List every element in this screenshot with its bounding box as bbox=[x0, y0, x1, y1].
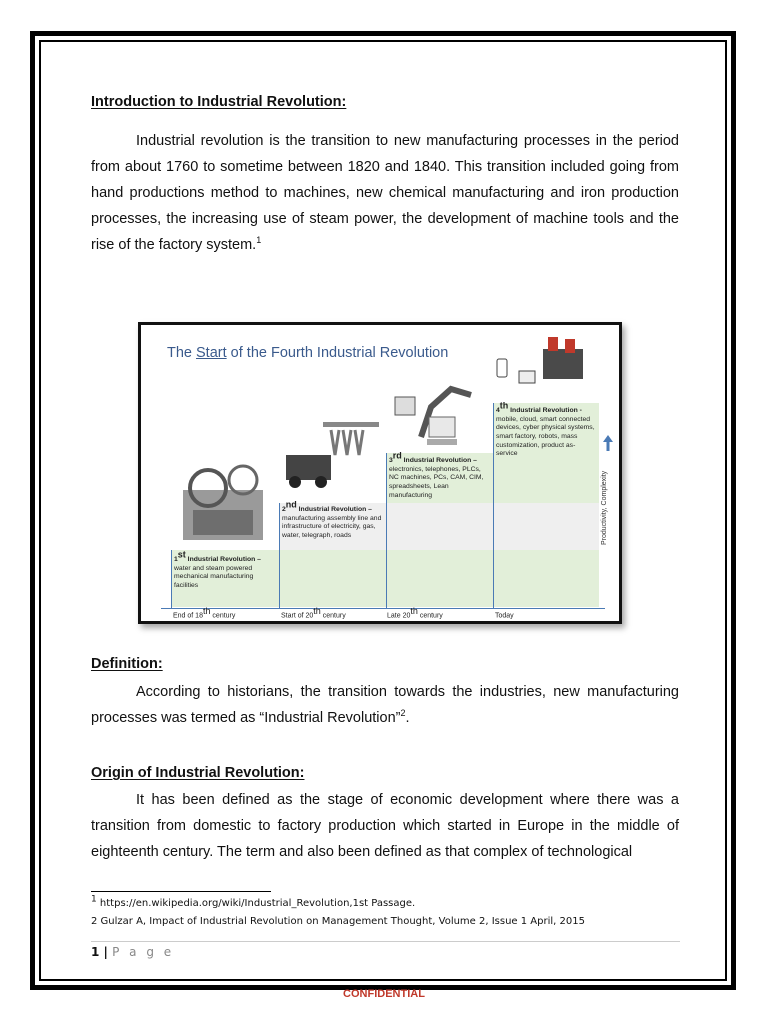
timeline-label-1: End of 18th century bbox=[173, 606, 236, 620]
steam-machine-illustration bbox=[173, 450, 273, 550]
stage-2-label: 2nd Industrial Revolution – manufacturing assembly line and infrastructure of electricity, gas, water, telegraph, roads bbox=[282, 500, 382, 540]
smart-robots-illustration bbox=[493, 329, 588, 397]
paragraph-introduction bbox=[91, 128, 679, 258]
timeline-label-2: Start of 20th century bbox=[281, 606, 346, 620]
footnote-ref-1[interactable]: 1 bbox=[256, 235, 262, 246]
computer-robot-arm-illustration bbox=[391, 377, 491, 452]
section-heading-origin: Origin of Industrial Revolution: bbox=[91, 765, 305, 781]
page-number: 1 | P a g e bbox=[91, 945, 175, 959]
section-heading-introduction: Introduction to Industrial Revolution: bbox=[91, 94, 347, 110]
industrial-revolution-figure bbox=[138, 322, 622, 624]
timeline-marker-1 bbox=[171, 550, 172, 608]
paragraph-definition: According to historians, the transition towards the industries, new manufacturing processes was termed as “Industrial Revolution”$^2$. bbox=[91, 684, 679, 726]
footnote-separator bbox=[91, 891, 271, 892]
figure-title: The Start of the Fourth Industrial Revolution bbox=[167, 345, 449, 361]
y-axis-label: Productivity, Complexity bbox=[601, 470, 608, 545]
stage-1-label: 1st Industrial Revolution – water and steam powered mechanical manufacturing facilities bbox=[174, 550, 261, 590]
assembly-line-illustration bbox=[281, 420, 381, 505]
stage-3-label: 3rd Industrial Revolution – electronics, telephones, PLCs, NC machines, PCs, CAM, CIM, spreadsheets, Lean manufacturing bbox=[389, 451, 484, 499]
timeline-marker-3 bbox=[386, 453, 387, 608]
timeline-marker-2 bbox=[279, 503, 280, 608]
timeline-label-4: Today bbox=[495, 612, 514, 620]
confidential-stamp: CONFIDENTIAL bbox=[343, 988, 425, 1000]
paragraph-introduction-text: Industrial revolution is the transition to new manufacturing processes in the period from about 1760 to sometime between 1820 and 1840. This transition included going from hand productions method to machines, new chemical manufacturing and iron production processes, the increasing use of steam power, the development of machine tools and the rise of the factory system. bbox=[91, 133, 679, 253]
footnote-1-link[interactable]: https://en.wikipedia.org/wiki/Industrial_Revolution,1st Passage. bbox=[96, 898, 416, 909]
paragraph-origin: It has been defined as the stage of economic development where there was a transition from domestic to factory production which started in Europe in the middle of eighteenth century. The term and also been defined as that complex of technological bbox=[91, 792, 679, 860]
stage-4-label: 4th Industrial Revolution - mobile, cloud, smart connected devices, cyber physical systems, smart factory, robots, mass customization, product as-service bbox=[496, 401, 595, 458]
paragraph-definition-text: According to historians, the transition towards the industries, new manufacturing processes was termed as “Industrial Revolution” bbox=[91, 684, 679, 726]
up-arrow-icon bbox=[603, 435, 613, 451]
timeline-label-3: Late 20th century bbox=[387, 606, 443, 620]
page-footer-rule bbox=[91, 941, 680, 942]
timeline-axis bbox=[161, 608, 605, 609]
section-heading-definition: Definition: bbox=[91, 656, 163, 672]
footnote-2: 2 Gulzar A, Impact of Industrial Revolution on Management Thought, Volume 2, Issue 1 April, 2015 bbox=[91, 916, 585, 927]
footnote-1: $^1$ https://en.wikipedia.org/wiki/Industrial_Revolution,1st Passage. bbox=[91, 894, 416, 909]
footnote-ref-2[interactable]: 2 bbox=[400, 708, 406, 719]
timeline-marker-4 bbox=[493, 403, 494, 608]
